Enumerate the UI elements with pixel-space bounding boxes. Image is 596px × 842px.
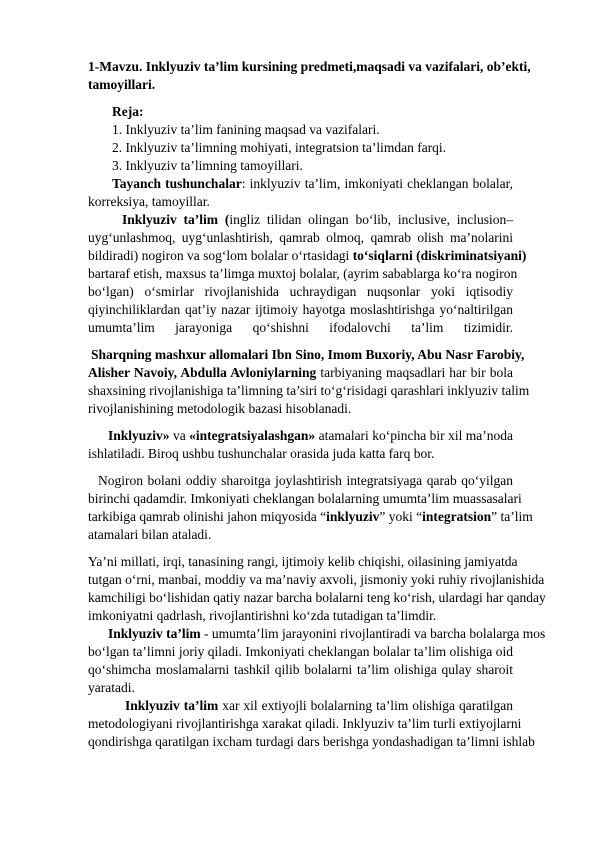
para1-line-3 — [88, 247, 527, 264]
para4-line-3-d: ” ta’lim — [491, 509, 533, 524]
para3-line-2: ishlatiladi. Biroq ushbu tushunchalar orasida juda katta farq bor. — [88, 446, 435, 461]
para1-line-6: qiyinchiliklardan qat’iy nazar ijtimoiy hayotga moslashtirishga yo‘naltirilgan — [88, 302, 513, 317]
para6-line-1-text: - umumta’lim jarayonini rivojlantiradi va barcha bolalarga mos — [200, 626, 546, 641]
para5-line-2: tutgan o‘rni, manbai, moddiy va ma’naviy axvoli, jismoniy yoki ruhiy rivojlanishida — [88, 572, 545, 587]
para5-line-1: Ya’ni millati, irqi, tanasining rangi, ijtimoiy kelib chiqishi, oilasining jamiyatda — [88, 554, 518, 569]
para5-line-3: kamchiligi bo‘lishidan qatiy nazar barcha bolalarni teng ko‘rish, ulardagi har qanday — [88, 590, 546, 605]
para2-line-1: Sharqning mashxur allomalari Ibn Sino, Imom Buxoriy, Abu Nasr Farobiy, — [91, 347, 525, 362]
para3-connector: va — [169, 428, 190, 443]
page-title-line-1: 1-Mavzu. Inklyuziv ta’lim kursining predmeti,maqsadi va vazifalari, ob’ekti, — [88, 59, 531, 74]
para6-line-2: bo‘lgan ta’limni joriy qiladi. Imkoniyati cheklangan bolalar ta’lim olishiga oid — [88, 644, 513, 659]
para1-line-7: umumta’lim jarayoniga qo‘shishni ifodalovchi ta’lim tizimidir. — [88, 320, 513, 335]
para5-line-4: imkoniyatni qadrlash, rivojlantirishni ko‘zda tutadigan ta’limdir. — [88, 608, 437, 623]
para7-line-1 — [125, 697, 513, 714]
para2-line-2-bold: Alisher Navoiy, Abdulla Avloniylarning — [88, 365, 317, 380]
para4-line-4: atamalari bilan ataladi. — [88, 527, 212, 542]
para1-line-1-text: ingliz tilidan olingan bo‘lib, inclusive, inclusion– — [229, 212, 514, 227]
para7-term: Inklyuziv ta’lim — [125, 698, 219, 713]
para4-term-inklyuziv: inklyuziv — [326, 509, 380, 524]
para1-line-5: bo‘lgan) o‘smirlar rivojlanishida uchraydigan nuqsonlar yoki iqtisodiy — [88, 284, 513, 299]
para1-line-4: bartaraf etish, maxsus ta’limga muxtoj bolalar, (ayrim sabablarga ko‘ra nogiron — [88, 266, 518, 281]
para6-line-4: yaratadi. — [88, 680, 135, 695]
para1-line-2: uyg‘unlashmoq, uyg‘unlashtirish, qamrab olmoq, qamrab olish ma’nolarini — [88, 230, 513, 245]
para1-line-1 — [122, 211, 513, 228]
para3-term-2: «integratsiyalashgan» — [189, 428, 316, 443]
para1-line-3-text: bildiradi) nogiron va sog‘lom bolalar o‘rtasidagi — [88, 248, 353, 263]
reja-item-3: 3. Inklyuziv ta’limning tamoyillari. — [112, 158, 303, 173]
reja-item-2: 2. Inklyuziv ta’limning mohiyati, integratsion ta’limdan farqi. — [112, 140, 447, 155]
para4-term-integratsion: integratsion — [422, 509, 492, 524]
para1-line-3-bold: to‘siqlarni (diskriminatsiyani) — [352, 248, 527, 263]
page-title-line-2: tamoyillari. — [88, 77, 156, 92]
para7-line-2: metodologiyani rivojlantirishga xarakat qiladi. Inklyuziv ta’lim turli extiyojlarni — [88, 716, 522, 731]
para1-lead: Inklyuziv ta’lim ( — [122, 212, 230, 227]
para4-line-3-a: tarkibiga qamrab olinishi jahon miqyosida “ — [88, 509, 327, 524]
tayanch-text: : inklyuziv ta’lim, imkoniyati cheklangan bolalar, — [241, 176, 513, 191]
para3-line-1-text: atamalari ko‘pincha bir xil ma’noda — [315, 428, 513, 443]
para2-line-4: rivojlanishining metodologik bazasi hisoblanadi. — [88, 401, 352, 416]
para3-line-1 — [108, 427, 513, 444]
para7-line-1-text: xar xil extiyojli bolalarning ta’lim olishiga qaratilgan — [218, 698, 513, 713]
para4-line-3-c: ” yoki “ — [379, 509, 423, 524]
reja-item-1: 1. Inklyuziv ta’lim fanining maqsad va vazifalari. — [112, 122, 380, 137]
para2-line-2-text: tarbiyaning maqsadlari har bir bola — [316, 365, 513, 380]
para3-term-1: Inklyuziv» — [108, 428, 170, 443]
para6-line-1 — [108, 625, 546, 642]
para4-line-1: Nogiron bolani oddiy sharoitga joylashtirish integratsiyaga qarab qo‘yilgan — [98, 473, 513, 488]
para4-line-3 — [88, 508, 533, 525]
para6-line-3: qo‘shimcha moslamalarni tashkil qilib bolalarni ta’lim olishiga qulay sharoit — [88, 662, 513, 677]
para2-line-3: shaxsining rivojlanishiga ta’limning ta’siri to‘g‘risidagi qarashlari inklyuziv talim — [88, 383, 530, 398]
para7-line-3: qondirishga qaratilgan ixcham turdagi dars berishga yondashadigan ta’limni ishlab — [88, 734, 535, 749]
reja-label: Reja: — [112, 104, 144, 119]
para6-term: Inklyuziv ta’lim — [108, 626, 201, 641]
para4-line-2: birinchi qadamdir. Imkoniyati cheklangan bolalarning umumta’lim muassasalari — [88, 491, 522, 506]
tayanch-line-2: korreksiya, tamoyillar. — [88, 194, 210, 209]
tayanch-label: Tayanch tushunchalar — [112, 176, 242, 191]
tayanch-line-1 — [112, 175, 513, 192]
para2-line-2 — [88, 364, 513, 381]
